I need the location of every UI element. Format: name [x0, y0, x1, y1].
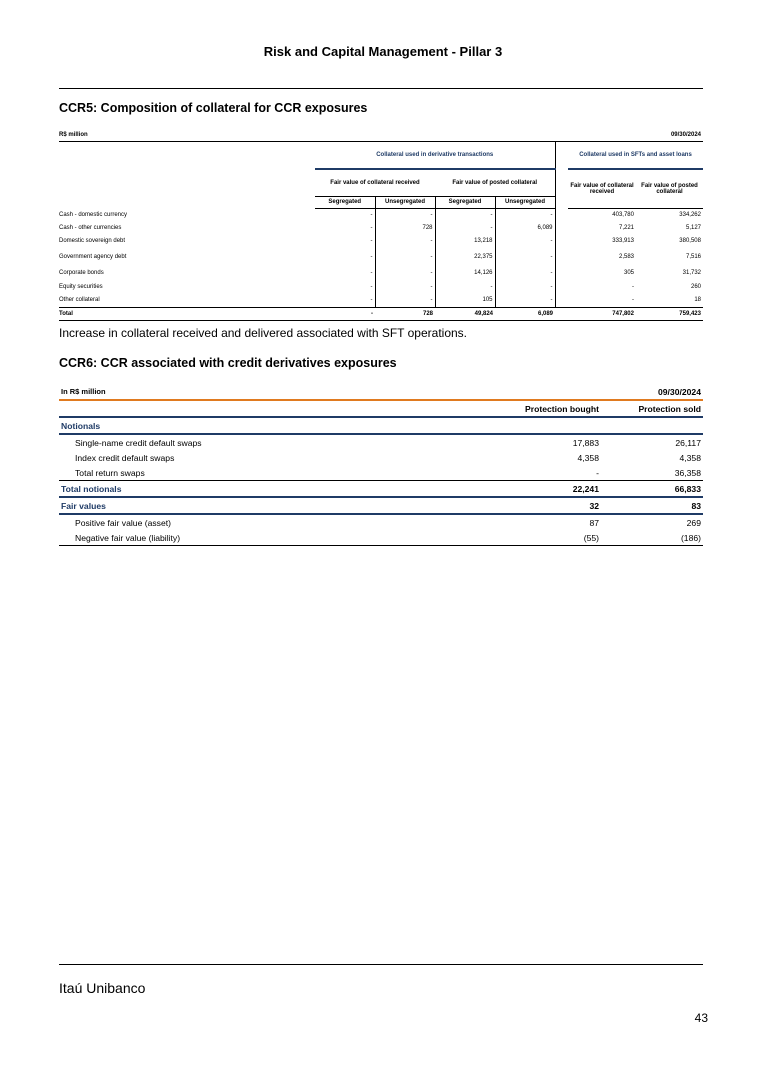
ccr6-col-bought: Protection bought — [499, 400, 601, 417]
ccr6-date: 09/30/2024 — [601, 384, 703, 400]
ccr5-note: Increase in collateral received and delivered associated with SFT operations. — [59, 326, 467, 340]
ccr6-table — [59, 384, 703, 546]
ccr6-total-notionals-row: Total notionals 22,241 66,833 — [59, 481, 703, 498]
ccr5-row-label: Cash - other currencies — [59, 224, 122, 231]
table-row: Negative fair value (liability) (55) (186) — [59, 530, 703, 546]
table-row: Total return swaps - 36,358 — [59, 465, 703, 481]
ccr5-table — [59, 129, 703, 321]
table-row: Equity securities - - - - - 260 — [59, 280, 703, 293]
ccr5-fv-posted: Fair value of posted collateral — [452, 179, 538, 186]
ccr5-col-segregated-2: Segregated — [435, 196, 495, 208]
ccr5-row-label: Equity securities — [59, 283, 103, 290]
ccr5-table-container — [59, 129, 703, 321]
table-row: Index credit default swaps 4,358 4,358 — [75, 452, 701, 463]
ccr5-unit-label: R$ million — [59, 129, 315, 141]
ccr5-date: 09/30/2024 — [636, 129, 703, 141]
ccr5-total-label: Total — [59, 307, 315, 320]
ccr5-fv-received: Fair value of collateral received — [330, 179, 420, 186]
ccr5-col-segregated-1: Segregated — [315, 196, 375, 208]
table-row: Corporate bonds - - 14,126 - 305 31,732 — [59, 266, 703, 280]
header-divider — [59, 88, 703, 89]
footer-divider — [59, 964, 703, 965]
ccr5-col-unsegregated-2: Unsegregated — [495, 196, 555, 208]
page-number: 43 — [694, 1011, 708, 1025]
ccr6-fair-values-row: Fair values 32 83 — [59, 497, 703, 514]
table-row: Cash - domestic currency - - - - 403,780 334,262 — [59, 208, 703, 221]
ccr5-row-label: Domestic sovereign debt — [59, 238, 126, 244]
table-row: Cash - other currencies - 728 - 6,089 7,221 5,127 — [59, 221, 703, 234]
ccr5-col-unsegregated-1: Unsegregated — [375, 196, 435, 208]
ccr6-col-sold: Protection sold — [601, 400, 703, 417]
ccr5-sft-fv-received: Fair value of collateral received — [568, 169, 636, 208]
ccr5-group-derivative: Collateral used in derivative transactions — [315, 141, 555, 169]
ccr6-unit-label: In R$ million — [59, 384, 499, 400]
ccr5-row-label: Other collateral — [59, 293, 315, 307]
page-header-title: Risk and Capital Management - Pillar 3 — [263, 44, 503, 59]
table-row: Government agency debt - - 22,375 - 2,583 7,516 — [59, 248, 703, 266]
table-row: Single-name credit default swaps 17,883 26,117 — [75, 437, 701, 448]
ccr5-sft-fv-posted: Fair value of posted collateral — [636, 169, 703, 208]
ccr6-notionals-label: Notionals — [59, 417, 499, 434]
table-row: Other collateral - - 105 - - 18 — [59, 293, 703, 307]
ccr5-title: CCR5: Composition of collateral for CCR exposures — [59, 101, 368, 115]
ccr5-row-label: Cash - domestic currency — [59, 211, 128, 218]
footer-brand: Itaú Unibanco — [59, 980, 146, 996]
ccr6-table-container — [59, 384, 703, 546]
ccr5-group-sft: Collateral used in SFTs and asset loans — [568, 141, 703, 169]
ccr5-total-row: Total - 728 49,824 6,089 747,802 759,423 — [59, 307, 703, 320]
ccr5-row-label: Government agency debt — [59, 254, 127, 260]
table-row: Domestic sovereign debt - - 13,218 - 333,913 380,508 — [59, 234, 703, 248]
ccr5-row-label: Corporate bonds — [59, 270, 104, 276]
table-row: Positive fair value (asset) 87 269 — [75, 517, 701, 528]
ccr6-title: CCR6: CCR associated with credit derivatives exposures — [59, 356, 397, 370]
